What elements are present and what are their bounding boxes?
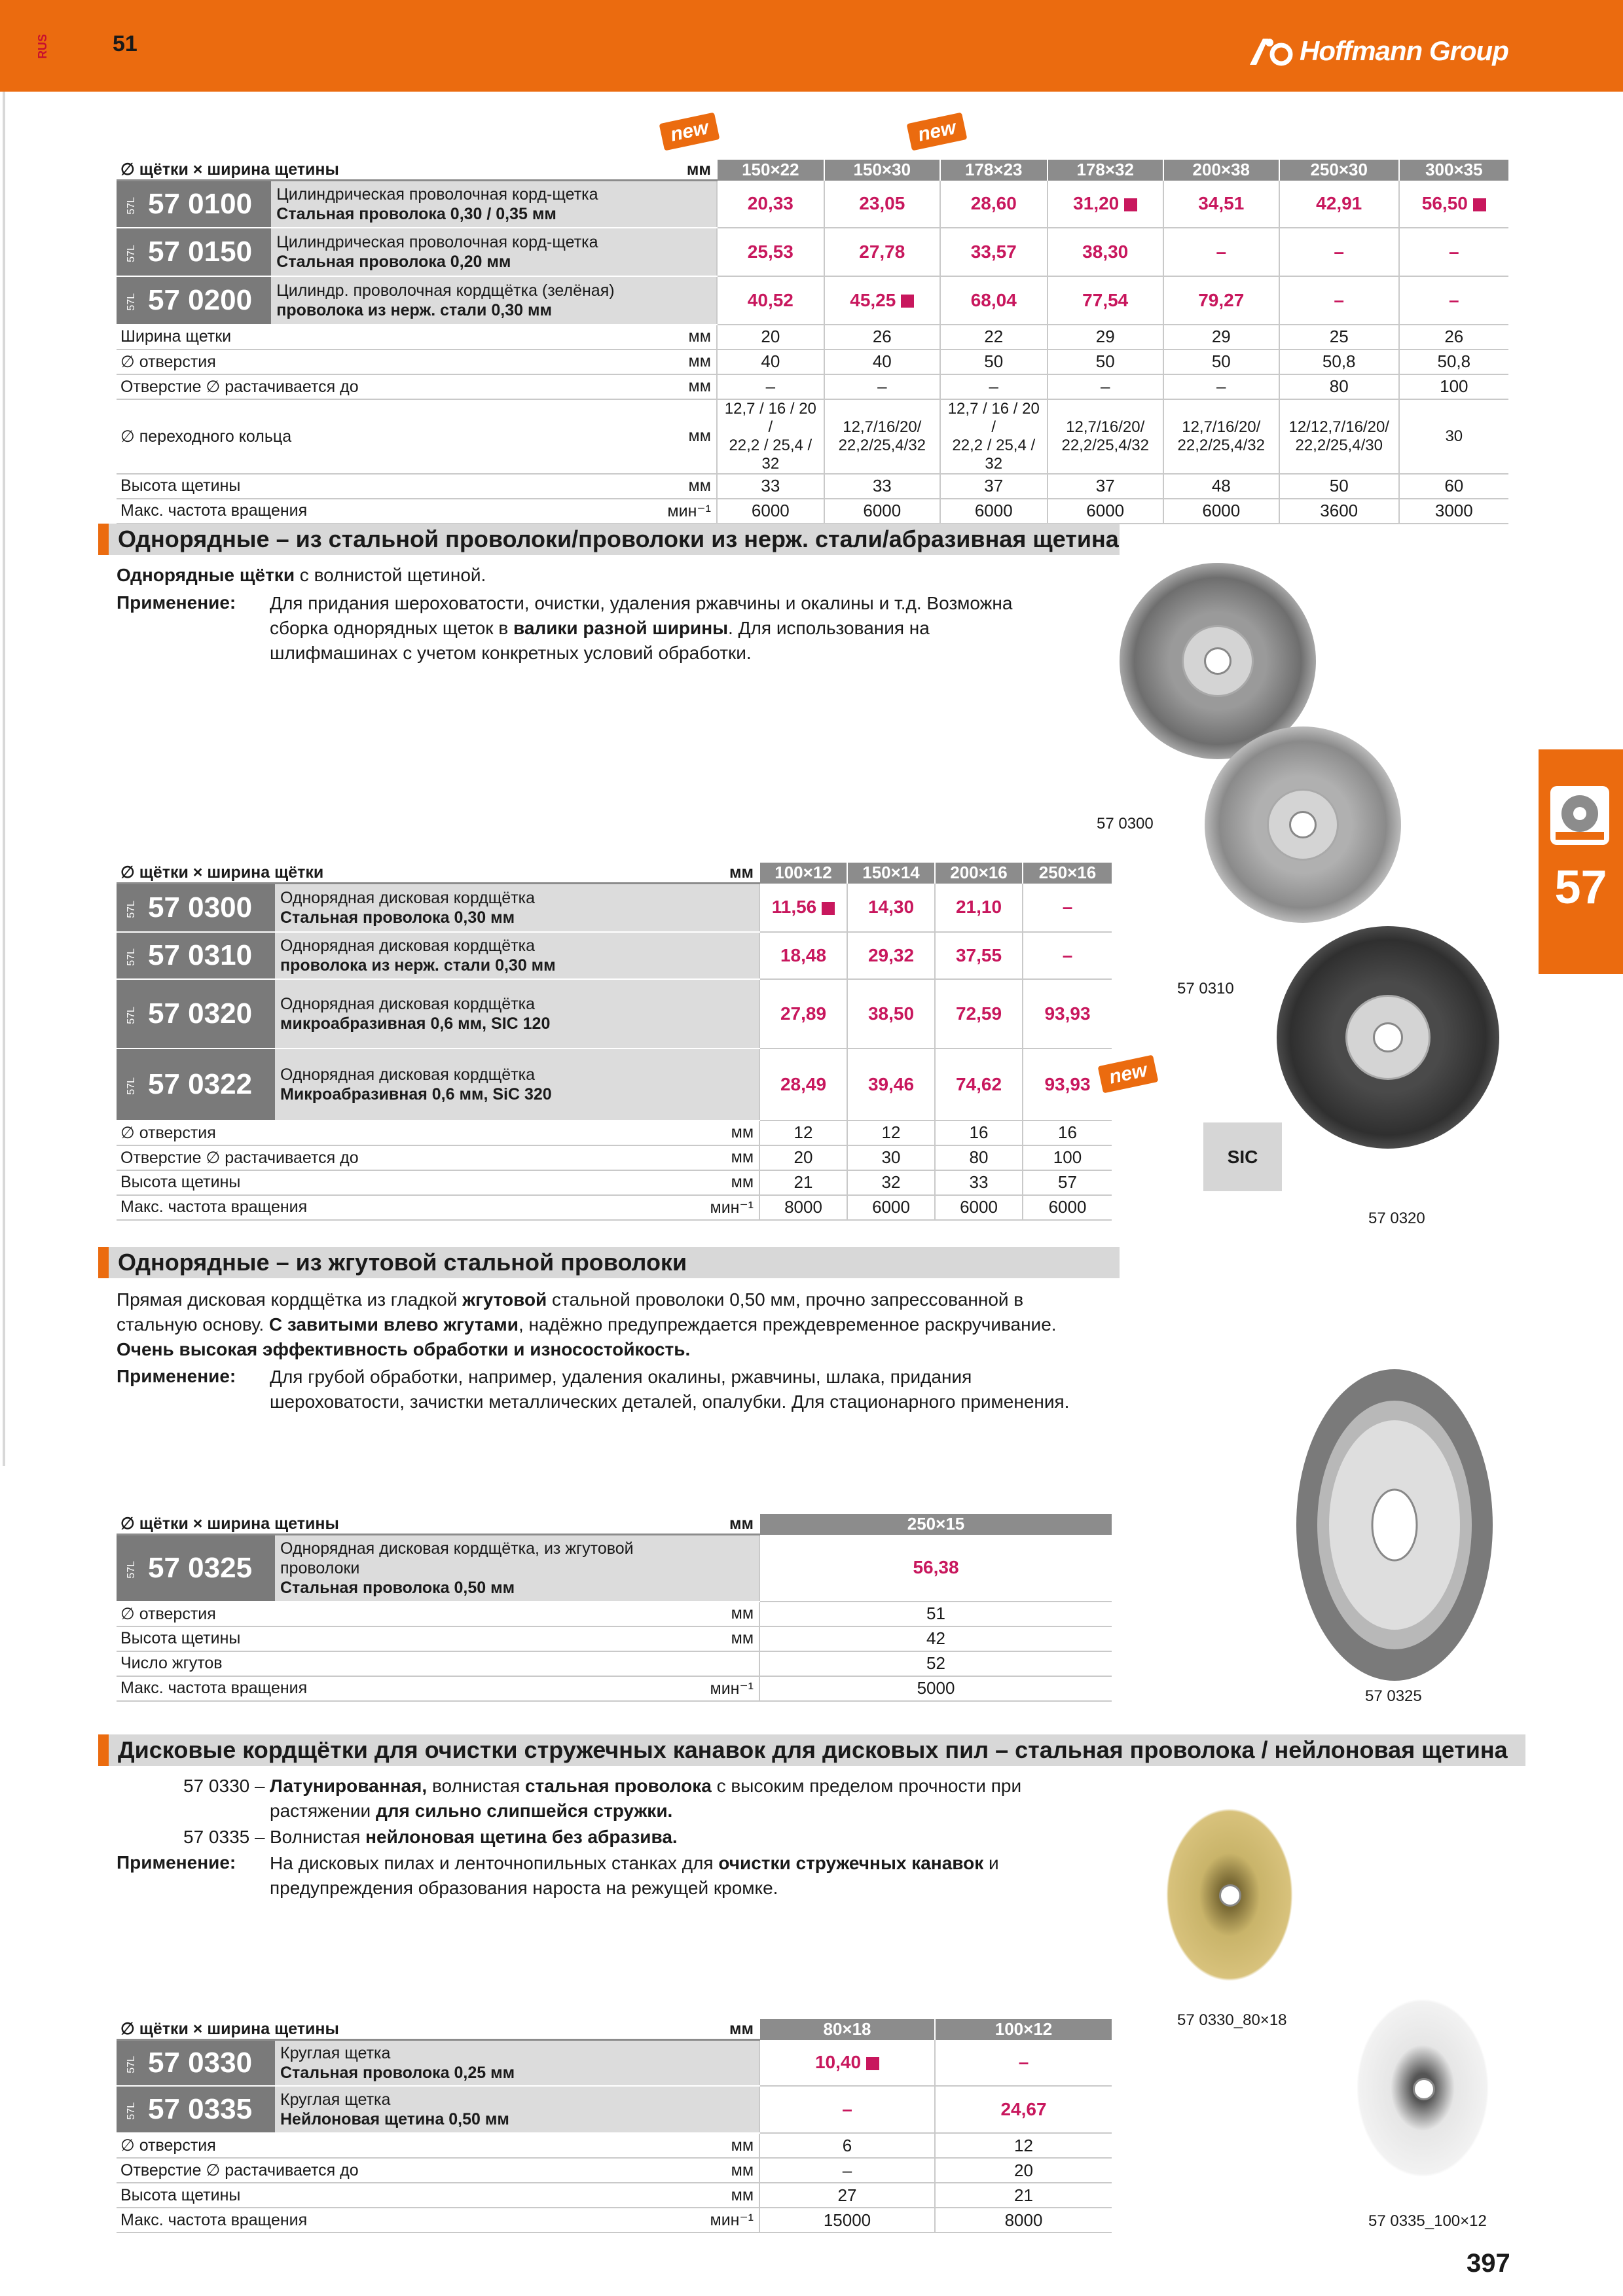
application-label: Применение: xyxy=(117,592,236,613)
spec-label: Макс. частота вращения xyxy=(117,2208,596,2233)
spec-value: 6000 xyxy=(940,499,1048,524)
spec-value: 57 xyxy=(1023,1170,1112,1195)
image-caption: 57 0330_80×18 xyxy=(1177,2011,1287,2029)
spec-value: 12 xyxy=(847,1121,935,1145)
size-header: 150×14 xyxy=(847,863,935,884)
price-cell[interactable]: 20,33 xyxy=(717,181,824,228)
spec-value: 50 xyxy=(1048,350,1163,374)
price-cell[interactable]: – xyxy=(1279,228,1399,276)
hoffmann-logo xyxy=(1247,33,1508,69)
section-title: Дисковые кордщётки для очистки стружечных канавок для дисковых пил – стальная проволока / нейлоновая щетина xyxy=(98,1734,1525,1766)
chapter-number: 51 xyxy=(113,31,137,56)
price-cell[interactable]: 28,60 xyxy=(940,181,1048,228)
table-row xyxy=(117,2086,1112,2133)
spec-value: 25 xyxy=(1279,325,1399,350)
logo-text: Hoffmann Group xyxy=(1300,35,1508,66)
price-cell[interactable]: 10,40 xyxy=(759,2040,935,2087)
spec-unit: мм xyxy=(596,2133,759,2158)
table-row xyxy=(117,979,1112,1049)
table-row xyxy=(117,181,1508,228)
spec-unit: мм xyxy=(566,374,717,399)
in-stock-marker xyxy=(822,902,835,915)
price-cell[interactable]: 42,91 xyxy=(1279,181,1399,228)
spec-label: ∅ отверстия xyxy=(117,1602,596,1626)
image-caption: 57 0325 xyxy=(1365,1687,1422,1705)
spec-value: 33 xyxy=(935,1170,1023,1195)
spec-value: 42 xyxy=(759,1626,1112,1651)
spec-label: Число жгутов xyxy=(117,1651,596,1676)
in-stock-marker xyxy=(866,2057,879,2070)
spec-row xyxy=(117,350,1508,374)
price-cell[interactable]: 38,50 xyxy=(847,979,935,1049)
article-number[interactable]: 57L 57 0320 xyxy=(117,979,275,1049)
article-number[interactable]: 57L 57 0100 xyxy=(117,181,271,228)
image-caption: 57 0320 xyxy=(1368,1210,1425,1227)
spec-value: 12 xyxy=(759,1121,847,1145)
application-text: На дисковых пилах и ленточнопильных станках для очистки стружечных канавок и предупреждения образования нароста на режущей кромке. xyxy=(270,1853,999,1898)
price-cell[interactable]: 14,30 xyxy=(847,884,935,932)
price-cell[interactable]: 93,93 xyxy=(1023,979,1112,1049)
price-cell[interactable]: 11,56 xyxy=(759,884,847,932)
price-cell[interactable]: 24,67 xyxy=(935,2086,1112,2133)
spec-row xyxy=(117,499,1508,524)
unit-label: мм xyxy=(566,160,717,181)
spec-value: 6000 xyxy=(847,1195,935,1220)
product-description: Однорядная дисковая кордщётка Микроабразивная 0,6 мм, SiC 320 xyxy=(275,1049,759,1121)
product-description: Однорядная дисковая кордщётка микроабразивная 0,6 мм, SIC 120 xyxy=(275,979,759,1049)
spec-unit: мм xyxy=(596,1602,759,1626)
spec-row xyxy=(117,1626,1112,1651)
spec-row xyxy=(117,1170,1112,1195)
spec-row xyxy=(117,1145,1112,1170)
product-description: Круглая щетка Нейлоновая щетина 0,50 мм xyxy=(275,2086,759,2133)
article-number[interactable]: 57L 57 0335 xyxy=(117,2086,275,2133)
spec-value: 80 xyxy=(935,1145,1023,1170)
product-description: Цилиндрическая проволочная корд-щетка Стальная проволока 0,30 / 0,35 мм xyxy=(271,181,717,228)
left-rule xyxy=(3,92,5,1466)
language-tag: RUS xyxy=(36,34,49,60)
spec-row xyxy=(117,474,1508,499)
spec-label: Макс. частота вращения xyxy=(117,1195,596,1220)
article-number[interactable]: 57L 57 0310 xyxy=(117,932,275,979)
size-header: 150×30 xyxy=(824,160,940,181)
size-header: 178×23 xyxy=(940,160,1048,181)
spec-unit: мм xyxy=(566,325,717,350)
price-cell[interactable]: – xyxy=(759,2086,935,2133)
spec-value: 80 xyxy=(1279,374,1399,399)
section-description: Прямая дисковая кордщётка из гладкой жгутовой стальной проволоки 0,50 мм, прочно запрессованной в стальную основу. С завитыми влево жгутами, надёжно предупреждается преждевременное раскручивание. Очень высокая эффективность обработки и износостойкость. xyxy=(117,1289,1057,1359)
spec-row xyxy=(117,2158,1112,2183)
price-cell[interactable]: 38,30 xyxy=(1048,228,1163,276)
price-cell[interactable]: 79,27 xyxy=(1163,276,1279,325)
table-row xyxy=(117,2040,1112,2087)
spec-value: 29 xyxy=(1048,325,1163,350)
spec-row xyxy=(117,1121,1112,1145)
spec-unit xyxy=(596,1651,759,1676)
spec-value: 37 xyxy=(940,474,1048,499)
new-badge: new xyxy=(907,112,968,151)
spec-value: 20 xyxy=(717,325,824,350)
price-cell[interactable]: 68,04 xyxy=(940,276,1048,325)
price-cell[interactable]: 77,54 xyxy=(1048,276,1163,325)
spec-value: 5000 xyxy=(759,1676,1112,1701)
spec-value: 6000 xyxy=(935,1195,1023,1220)
spec-label: ∅ отверстия xyxy=(117,1121,596,1145)
spec-value: 32 xyxy=(847,1170,935,1195)
spec-label: Отверстие ∅ растачивается до xyxy=(117,2158,596,2183)
spec-value: 27 xyxy=(759,2183,935,2208)
spec-unit: мм xyxy=(596,1145,759,1170)
spec-value: 50,8 xyxy=(1399,350,1508,374)
item-description: Латунированная, волнистая стальная проволока с высоким пределом прочности при растяжении для сильно слипшейся стружки. xyxy=(270,1776,1022,1821)
spec-label: Высота щетины xyxy=(117,1626,596,1651)
price-cell[interactable]: 27,78 xyxy=(824,228,940,276)
chapter-tab-number: 57 xyxy=(1554,861,1607,914)
table-head-label: ∅ щётки × ширина щетины xyxy=(117,1514,596,1535)
spec-label: Отверстие ∅ растачивается до xyxy=(117,1145,596,1170)
spec-unit: мм xyxy=(596,1626,759,1651)
hoffmann-logo-icon xyxy=(1247,35,1293,67)
application-label: Применение: xyxy=(117,1852,236,1873)
article-number[interactable]: 57L 57 0322 xyxy=(117,1049,275,1121)
size-header: 250×16 xyxy=(1023,863,1112,884)
spec-value: 50 xyxy=(940,350,1048,374)
spec-value: 12,7/16/20/ 22,2/25,4/32 xyxy=(824,399,940,474)
size-header: 300×35 xyxy=(1399,160,1508,181)
price-cell[interactable]: 28,49 xyxy=(759,1049,847,1121)
product-image-57-0320 xyxy=(1277,926,1499,1149)
section-intro: Однорядные щётки с волнистой щетиной. xyxy=(117,565,486,585)
product-description: Круглая щетка Стальная проволока 0,25 мм xyxy=(275,2040,759,2087)
spec-value: 3000 xyxy=(1399,499,1508,524)
spec-value: 12,7/16/20/ 22,2/25,4/32 xyxy=(1048,399,1163,474)
price-cell[interactable]: – xyxy=(1023,932,1112,979)
spec-unit: мм xyxy=(566,399,717,474)
new-badge: new xyxy=(1098,1054,1159,1093)
in-stock-marker xyxy=(901,295,914,308)
price-cell[interactable]: – xyxy=(1399,228,1508,276)
spec-value: – xyxy=(824,374,940,399)
size-header: 178×32 xyxy=(1048,160,1163,181)
price-cell[interactable]: 56,38 xyxy=(759,1535,1112,1602)
price-cell[interactable]: 18,48 xyxy=(759,932,847,979)
item-code: 57 0330 – xyxy=(183,1776,265,1796)
price-cell[interactable]: 72,59 xyxy=(935,979,1023,1049)
spec-value: 100 xyxy=(1023,1145,1112,1170)
price-cell[interactable]: – xyxy=(1023,884,1112,932)
spec-value: 30 xyxy=(1399,399,1508,474)
spec-value: 30 xyxy=(847,1145,935,1170)
price-cell[interactable]: 37,55 xyxy=(935,932,1023,979)
spec-label: Макс. частота вращения xyxy=(117,499,566,524)
spec-value: 12/12,7/16/20/ 22,2/25,4/30 xyxy=(1279,399,1399,474)
spec-value: – xyxy=(940,374,1048,399)
price-cell[interactable]: – xyxy=(1279,276,1399,325)
spec-value: 51 xyxy=(759,1602,1112,1626)
spec-row xyxy=(117,2133,1112,2158)
price-cell[interactable]: 40,52 xyxy=(717,276,824,325)
table-head-label: ∅ щётки × ширина щётки xyxy=(117,863,596,884)
product-table-4 xyxy=(117,2019,1112,2233)
spec-value: 6 xyxy=(759,2133,935,2158)
unit-label: мм xyxy=(596,1514,759,1535)
price-cell[interactable]: 21,10 xyxy=(935,884,1023,932)
spec-value: 6000 xyxy=(824,499,940,524)
price-cell[interactable]: 34,51 xyxy=(1163,181,1279,228)
spec-value: 16 xyxy=(935,1121,1023,1145)
spec-value: – xyxy=(759,2158,935,2183)
spec-row xyxy=(117,2183,1112,2208)
price-cell[interactable]: 56,50 xyxy=(1399,181,1508,228)
spec-unit: мин⁻¹ xyxy=(596,1195,759,1220)
spec-label: ∅ отверстия xyxy=(117,2133,596,2158)
spec-row xyxy=(117,1651,1112,1676)
article-number[interactable]: 57L 57 0300 xyxy=(117,884,275,932)
product-image-57-0335 xyxy=(1347,1986,1498,2189)
table-row xyxy=(117,1535,1112,1602)
spec-label: ∅ переходного кольца xyxy=(117,399,566,474)
application-text: Для грубой обработки, например, удаления окалины, ржавчины, шлака, придания шероховатости, зачистки металлических деталей, опалубки. Для стационарного применения. xyxy=(270,1367,1070,1412)
spec-value: 60 xyxy=(1399,474,1508,499)
size-header: 100×12 xyxy=(935,2019,1112,2040)
spec-label: Отверстие ∅ растачивается до xyxy=(117,374,566,399)
spec-value: 12,7/16/20/ 22,2/25,4/32 xyxy=(1163,399,1279,474)
image-caption: 57 0300 xyxy=(1097,815,1154,833)
application-label: Применение: xyxy=(117,1366,236,1386)
image-caption: 57 0310 xyxy=(1177,980,1234,997)
saw-blade-icon xyxy=(1550,786,1609,845)
size-header: 200×38 xyxy=(1163,160,1279,181)
spec-value: 3600 xyxy=(1279,499,1399,524)
table-row xyxy=(117,228,1508,276)
product-description: Однорядная дисковая кордщётка проволока из нерж. стали 0,30 мм xyxy=(275,932,759,979)
spec-value: 50 xyxy=(1279,474,1399,499)
spec-value: 40 xyxy=(824,350,940,374)
spec-value: 29 xyxy=(1163,325,1279,350)
spec-value: 33 xyxy=(824,474,940,499)
table-head-label: ∅ щётки × ширина щетины xyxy=(117,160,566,181)
section-title: Однорядные – из жгутовой стальной проволоки xyxy=(98,1247,1120,1278)
price-cell[interactable]: 27,89 xyxy=(759,979,847,1049)
spec-value: 6000 xyxy=(1163,499,1279,524)
application-text: Для придания шероховатости, очистки, удаления ржавчины и окалины и т.д. Возможна сборка однорядных щеток в валики разной ширины. Для использования на шлифмашинах с учетом конкретных условий обработки. xyxy=(270,593,1013,663)
price-cell[interactable]: 45,25 xyxy=(824,276,940,325)
spec-value: 20 xyxy=(759,1145,847,1170)
product-description: Однорядная дисковая кордщётка, из жгутовой проволоки Стальная проволока 0,50 мм xyxy=(275,1535,759,1602)
item-code: 57 0335 – xyxy=(183,1827,265,1847)
spec-label: ∅ отверстия xyxy=(117,350,566,374)
table-row xyxy=(117,884,1112,932)
spec-value: 37 xyxy=(1048,474,1163,499)
price-cell[interactable]: 39,46 xyxy=(847,1049,935,1121)
spec-row xyxy=(117,2208,1112,2233)
spec-unit: мм xyxy=(596,1170,759,1195)
spec-value: 6000 xyxy=(1048,499,1163,524)
size-header: 150×22 xyxy=(717,160,824,181)
table-row xyxy=(117,276,1508,325)
spec-value: 12,7 / 16 / 20 / 22,2 / 25,4 / 32 xyxy=(940,399,1048,474)
spec-value: 26 xyxy=(824,325,940,350)
product-image-57-0325 xyxy=(1290,1361,1499,1689)
spec-value: 6000 xyxy=(1023,1195,1112,1220)
spec-value: 26 xyxy=(1399,325,1508,350)
new-badge: new xyxy=(659,112,720,151)
unit-label: мм xyxy=(596,863,759,884)
spec-row xyxy=(117,325,1508,350)
sic-label-box: SIC xyxy=(1203,1122,1282,1191)
spec-value: 12 xyxy=(935,2133,1112,2158)
product-table-3 xyxy=(117,1514,1112,1702)
spec-unit: мм xyxy=(596,2158,759,2183)
spec-row xyxy=(117,374,1508,399)
price-cell[interactable]: – xyxy=(1399,276,1508,325)
spec-value: 20 xyxy=(935,2158,1112,2183)
price-cell[interactable]: 23,05 xyxy=(824,181,940,228)
spec-unit: мин⁻¹ xyxy=(596,2208,759,2233)
table-row xyxy=(117,932,1112,979)
size-header: 100×12 xyxy=(759,863,847,884)
spec-value: 21 xyxy=(759,1170,847,1195)
spec-value: 100 xyxy=(1399,374,1508,399)
in-stock-marker xyxy=(1124,198,1137,211)
spec-value: 50,8 xyxy=(1279,350,1399,374)
price-cell[interactable]: – xyxy=(1163,228,1279,276)
size-header: 250×15 xyxy=(759,1514,1112,1535)
article-number[interactable]: 57L 57 0330 xyxy=(117,2040,275,2087)
spec-value: 33 xyxy=(717,474,824,499)
spec-value: 21 xyxy=(935,2183,1112,2208)
spec-value: 15000 xyxy=(759,2208,935,2233)
table-head-label: ∅ щётки × ширина щетины xyxy=(117,2019,596,2040)
spec-value: 8000 xyxy=(935,2208,1112,2233)
in-stock-marker xyxy=(1473,198,1486,211)
spec-value: 48 xyxy=(1163,474,1279,499)
product-table-1 xyxy=(117,160,1508,524)
spec-value: 12,7 / 16 / 20 / 22,2 / 25,4 / 32 xyxy=(717,399,824,474)
spec-value: 52 xyxy=(759,1651,1112,1676)
spec-value: 40 xyxy=(717,350,824,374)
price-cell[interactable]: 33,57 xyxy=(940,228,1048,276)
spec-unit: мин⁻¹ xyxy=(566,499,717,524)
spec-label: Высота щетины xyxy=(117,474,566,499)
price-cell[interactable]: 29,32 xyxy=(847,932,935,979)
spec-label: Высота щетины xyxy=(117,2183,596,2208)
spec-label: Макс. частота вращения xyxy=(117,1676,596,1701)
size-header: 200×16 xyxy=(935,863,1023,884)
article-number[interactable]: 57L 57 0325 xyxy=(117,1535,275,1602)
page-number: 397 xyxy=(1467,2249,1510,2278)
table-row xyxy=(117,1049,1112,1121)
spec-value: 16 xyxy=(1023,1121,1112,1145)
product-description: Цилиндр. проволочная кордщётка (зелёная) проволока из нерж. стали 0,30 мм xyxy=(271,276,717,325)
spec-row xyxy=(117,1195,1112,1220)
product-description: Цилиндрическая проволочная корд-щетка Стальная проволока 0,20 мм xyxy=(271,228,717,276)
section-title: Однорядные – из стальной проволоки/проволоки из нерж. стали/абразивная щетина xyxy=(98,524,1120,555)
item-description: Волнистая нейлоновая щетина без абразива. xyxy=(270,1827,678,1847)
article-number[interactable]: 57L 57 0150 xyxy=(117,228,271,276)
spec-unit: мин⁻¹ xyxy=(596,1676,759,1701)
spec-unit: мм xyxy=(566,350,717,374)
price-cell[interactable]: – xyxy=(935,2040,1112,2087)
spec-unit: мм xyxy=(566,474,717,499)
spec-value: 50 xyxy=(1163,350,1279,374)
spec-row xyxy=(117,1602,1112,1626)
spec-label: Высота щетины xyxy=(117,1170,596,1195)
product-image-57-0330 xyxy=(1158,1797,1302,1993)
spec-value: – xyxy=(717,374,824,399)
unit-label: мм xyxy=(596,2019,759,2040)
spec-label: Ширина щетки xyxy=(117,325,566,350)
product-table-2 xyxy=(117,863,1112,1221)
spec-row xyxy=(117,399,1508,474)
price-cell[interactable]: 93,93 xyxy=(1023,1049,1112,1121)
spec-unit: мм xyxy=(596,2183,759,2208)
spec-value: – xyxy=(1048,374,1163,399)
spec-value: 6000 xyxy=(717,499,824,524)
size-header: 80×18 xyxy=(759,2019,935,2040)
price-cell[interactable]: 25,53 xyxy=(717,228,824,276)
product-image-57-0310 xyxy=(1205,726,1401,923)
size-header: 250×30 xyxy=(1279,160,1399,181)
price-cell[interactable]: 74,62 xyxy=(935,1049,1023,1121)
product-description: Однорядная дисковая кордщётка Стальная проволока 0,30 мм xyxy=(275,884,759,932)
image-caption: 57 0335_100×12 xyxy=(1368,2212,1487,2230)
chapter-side-tab[interactable] xyxy=(1539,749,1623,974)
price-cell[interactable]: 31,20 xyxy=(1048,181,1163,228)
spec-row xyxy=(117,1676,1112,1701)
spec-unit: мм xyxy=(596,1121,759,1145)
article-number[interactable]: 57L 57 0200 xyxy=(117,276,271,325)
spec-value: 22 xyxy=(940,325,1048,350)
spec-value: – xyxy=(1163,374,1279,399)
spec-value: 8000 xyxy=(759,1195,847,1220)
